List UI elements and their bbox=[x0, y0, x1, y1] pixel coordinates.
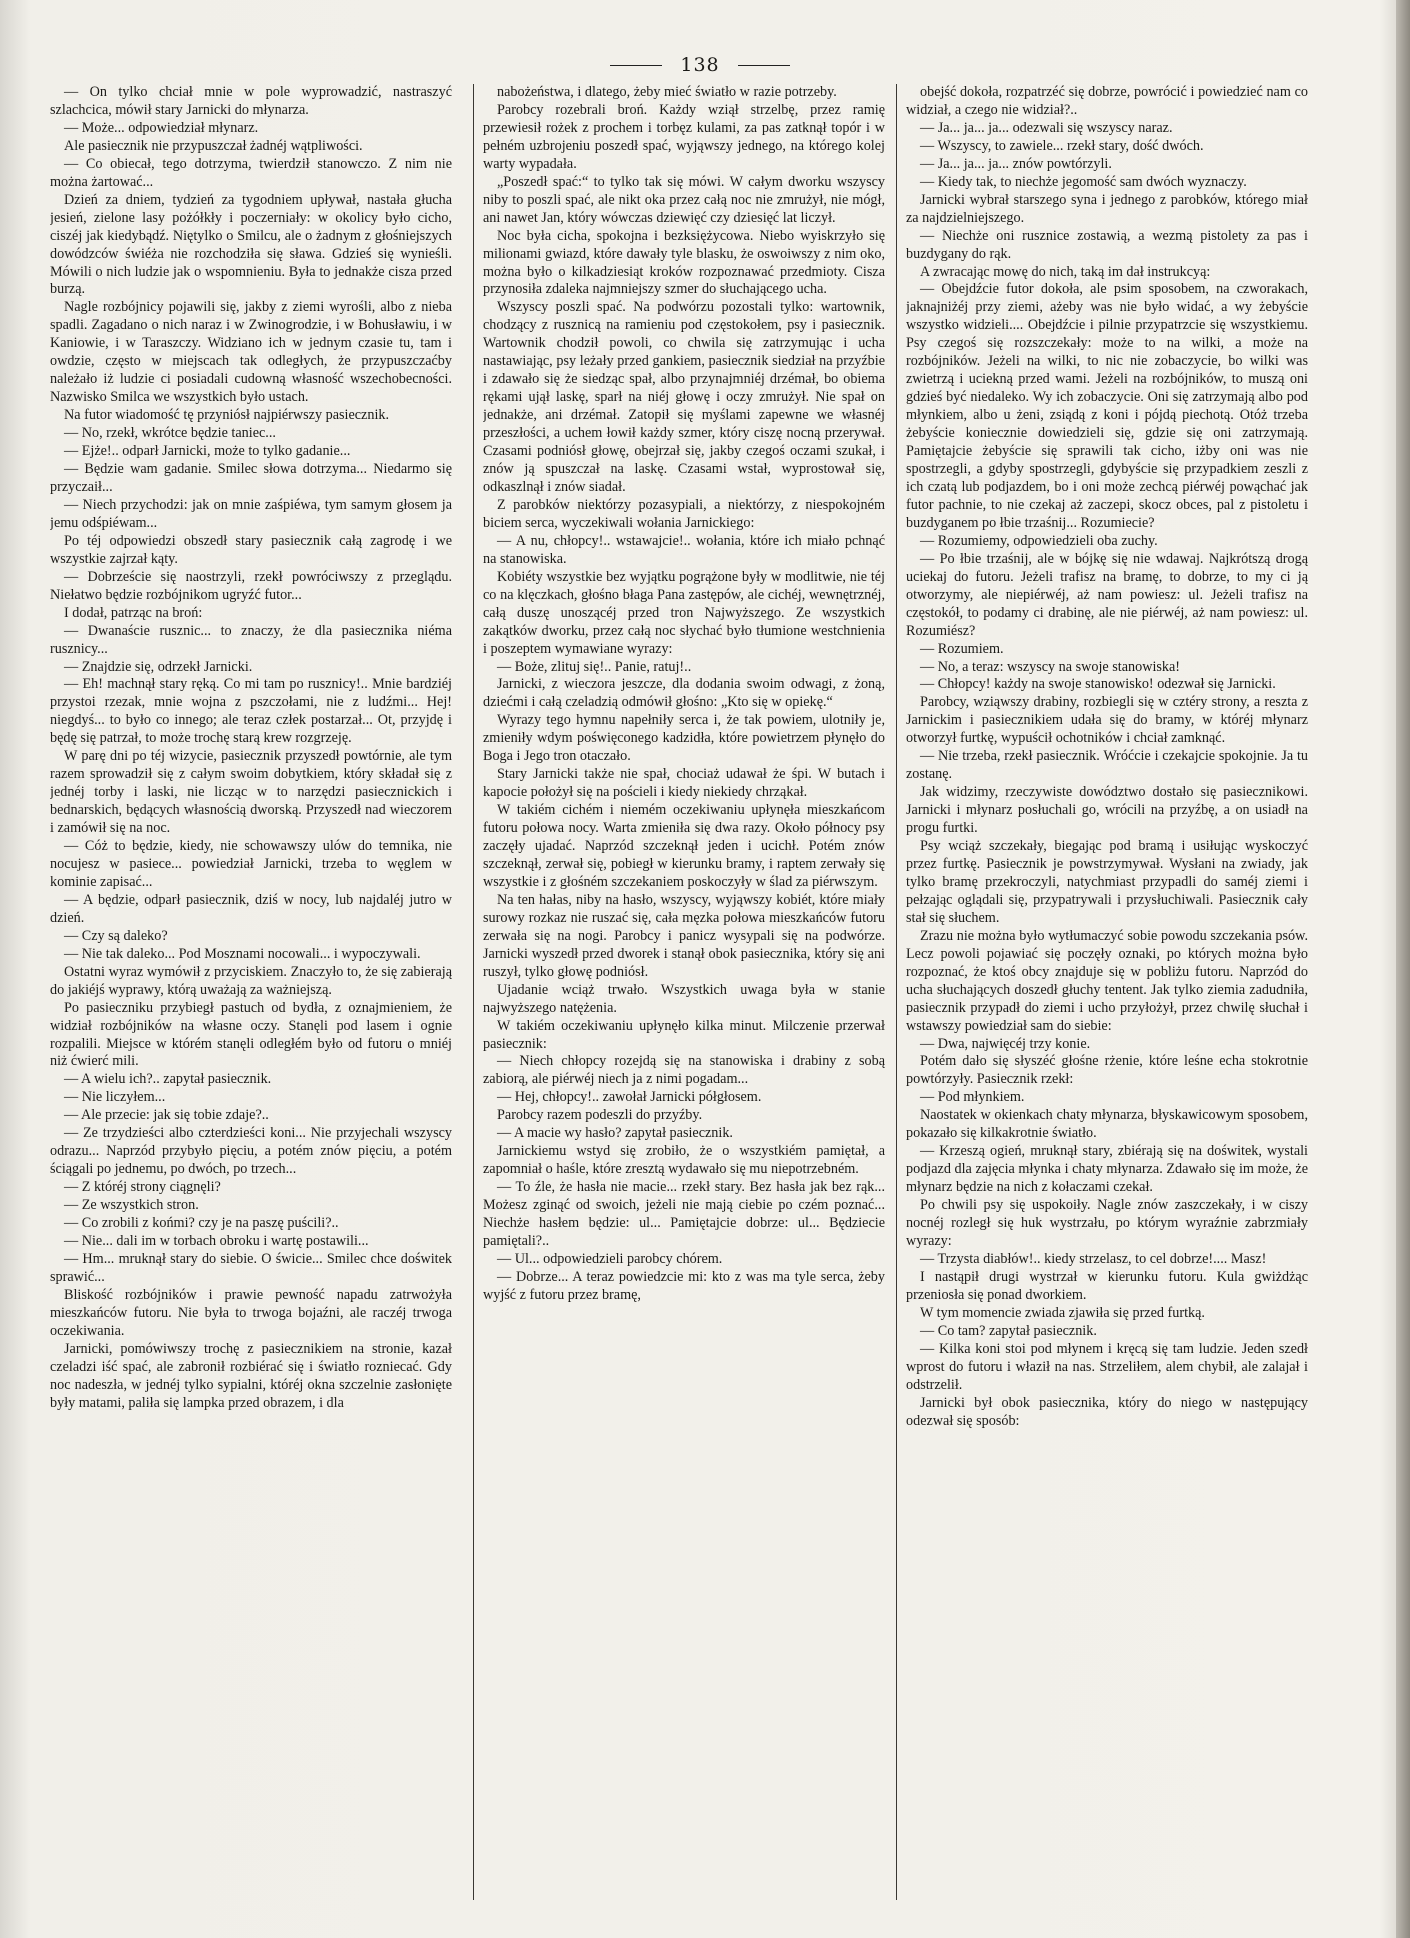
paragraph: Ostatni wyraz wymówił z przyciskiem. Znaczyło to, że się zabierają do jakiéjś wyprawy, którą uważają za ważniejszą. bbox=[50, 963, 452, 998]
paragraph: — No, a teraz: wszyscy na swoje stanowiska! bbox=[920, 658, 1181, 675]
header-rule-right bbox=[738, 65, 790, 66]
paragraph: Psy wciąż szczekały, biegając pod bramą i usiłując wyskoczyć przez furtkę. Pasiecznik je powstrzymywał. Wysłani na zwiady, jak tylko bramę przekroczyli, natychmiast przypadli do saméj ziemi i pełzając oglądali się, przypatrywali i przysłuchiwali. Pasiecznik cały stał się słuchem. bbox=[906, 838, 1308, 926]
paragraph: — Obejdźcie futor dokoła, ale psim sposobem, na czworakach, jaknajniżéj przy ziemi, ażeby was nie było widać, a wy żebyście wszystko widzieli.... Obejdźcie i pilnie przypatrzcie się wszystkiemu. Psy czegoś się rozszczekały: może to na wilki, a może na rozbójników. Jeżeli na wilki, to nic nie zobaczycie, bo wilki was zwietrzą i uciekną przed wami. Jeżeli na rozbójników, to muszą oni gdzieś być niedaleko. Wy ich zobaczycie. Oni się zatrzymają albo pod młynkiem, albo u żeni, zsiądą z koni i pójdą piechotą. Otóż trzeba żebyście koniecznie dowiedzieli się, gdzie się oni zatrzymają. Pamiętajcie żebyście się sprawili tak cicho, iżby oni was nie spostrzegli, a gdyby spostrzegli, gdybyście się przypadkiem zeszli z ich czatą lub podjazdem, bo i oni może zechcą piérwéj powąchać jak futor pachnie, to nie czekaj aż zaczepi, skocz obces, pal z pistoletu i buzdyganem po łbie trzaśnij... Rozumiecie? bbox=[906, 281, 1308, 531]
paragraph: I dodał, patrząc na broń: bbox=[64, 604, 203, 621]
paragraph: Wszyscy poszli spać. Na podwórzu pozostali tylko: wartownik, chodzący z rusznicą na ramieniu pod częstokołem, psy i pasiecznik. Wartownik chodził powoli, co chwila się zatrzymując i ucha nastawiając, psy leżały przed gankiem, pasiecznik siedział na przyźbie i zdawało się że siedząc spał, albo przynajmniéj drzémał, bo obiema rękami ujął laskę, sparł na niéj głowę i oczy zmrużył. Nie spał on jednakże, ani drzémał. Zatopił się myślami zapewne we własnéj przeszłości, a uchem łowił każdy szmer, który ciszę nocną przerywał. Czasami podniósł głowę, obejrzał się, jakby czegoś oczami szukał, i znów ją spuszczał na laskę. Czasami wstał, wyprostował się, odkaszlnął i znów siadał. bbox=[483, 299, 885, 495]
column-separator-1 bbox=[473, 84, 474, 1900]
paragraph: — Będzie wam gadanie. Smilec słowa dotrzyma... Niedarmo się przyczaił... bbox=[50, 461, 452, 495]
paragraph: Noc była cicha, spokojna i bezksiężycowa. Niebo wyiskrzyło się milionami gwiazd, które dawały tyle blasku, że oswoiwszy z nim oko, można było o kilkadziesiąt kroków rozpoznawać przedmioty. Cisza przynosiła zdaleka najmniejszy szmer do słuchającego ucha. bbox=[483, 227, 885, 298]
paragraph: Jarnicki, pomówiwszy trochę z pasiecznikiem na stronie, kazał czeladzi iść spać, ale zabronił rozbiérać się i światło rozniecać. Gdy noc nadeszła, w jednéj tylko sypialni, któréj okna szczelnie zasłonięte były matami, paliła się lampka przed obrazem, i dla bbox=[50, 1340, 452, 1411]
paragraph: — A macie wy hasło? zapytał pasiecznik. bbox=[497, 1125, 733, 1142]
paragraph: W takiém oczekiwaniu upłynęło kilka minut. Milczenie przerwał pasiecznik: bbox=[483, 1017, 885, 1052]
paragraph: Ujadanie wciąż trwało. Wszystkich uwaga była w stanie najwyższego natężenia. bbox=[483, 981, 885, 1016]
paragraph: Jarnicki, z wieczora jeszcze, dla dodania swoim odwagi, z żoną, dziećmi i całą czeladzią odmówił głośno: „Kto się w opiekę.“ bbox=[483, 676, 885, 711]
paragraph: Jak widzimy, rzeczywiste dowództwo dostało się pasiecznikowi. Jarnicki i młynarz posłuchali go, wrócili na przyźbę, a on usiadł na progu furtki. bbox=[906, 784, 1308, 837]
paragraph: — Co tam? zapytał pasiecznik. bbox=[920, 1322, 1097, 1339]
paragraph: — A nu, chłopcy!.. wstawajcie!.. wołania, które ich miało pchnąć na stanowiska. bbox=[483, 532, 885, 567]
paragraph: — Dwa, najwięcéj trzy konie. bbox=[920, 1035, 1091, 1052]
paragraph: Po chwili psy się uspokoiły. Nagle znów zaszczekały, i w ciszy nocnéj rozległ się huk wystrzału, po którym wyraźnie zabrzmiały wyrazy: bbox=[906, 1197, 1308, 1249]
paragraph: — Co zrobili z końmi? czy je na paszę puścili?.. bbox=[64, 1215, 339, 1232]
paragraph: — Dobrzeście się naostrzyli, rzekł powróciwszy z przeglądu. Niełatwo będzie rozbójnikom ugryźć futor... bbox=[50, 568, 452, 603]
page-number: 138 bbox=[680, 54, 720, 76]
paragraph: Po téj odpowiedzi obszedł stary pasiecznik całą zagrodę i we wszystkie zajrzał kąty. bbox=[50, 532, 452, 567]
paragraph: — Niech przychodzi: jak on mnie zaśpiéwa, tym samym głosem ja jemu odśpiéwam... bbox=[50, 496, 452, 531]
paragraph: Jarnicki był obok pasiecznika, który do niego w następujący odezwał się sposób: bbox=[906, 1394, 1308, 1429]
paragraph: Kobiéty wszystkie bez wyjątku pogrążone były w modlitwie, nie téj co na klęczkach, głośno błaga Pana zastępów, ale cichéj, wewnętrznéj, całą duszę unoszącéj przed tron Najwyższego. Ze wszystkich zakątków dworku, przez całą noc słychać było tłumione westchnienia i poszeptem wymawiane wyrazy: bbox=[483, 568, 885, 657]
paragraph: Nagle rozbójnicy pojawili się, jakby z ziemi wyrośli, albo z nieba spadli. Zagadano o nich naraz i w Zwinogrodzie, i w Bohusławiu, i w Kaniowie, i w Taraszczy. Widziano ich w jednym czasie tu, tam i owdzie, często w miejscach tak odległych, że przypuszczaćby należało iż ludzie ci posiadali cudowną własność wszechobecności. Nazwisko Smilca we wszystkich było ustach. bbox=[50, 299, 452, 406]
header-rule-left bbox=[610, 65, 662, 66]
paragraph: I nastąpił drugi wystrzał w kierunku futoru. Kula gwiżdżąc przeniosła się ponad dworkiem. bbox=[906, 1268, 1308, 1303]
paragraph: Ale pasiecznik nie przypuszczał żadnéj wątpliwości. bbox=[64, 137, 363, 154]
paragraph: — Krzeszą ogień, mruknął stary, zbiérają się na doświtek, wystali podjazd dla zajęcia młynka i chaty młynarza. Zdawało się im może, że młynarz będzie na nich z kołaczami czekał. bbox=[906, 1143, 1308, 1196]
column-separator-2 bbox=[896, 84, 897, 1900]
paragraph: Dzień za dniem, tydzień za tygodniem upływał, nastała głucha jesień, zielone lasy pożółkły i poczerniały: w okolicy było cicho, ciszéj jak kiedybądź. Niętylko o Smilcu, ale o żadnym z głośniejszych dowódzców świéża nie rozchodziła się sława. Gdzieś się wynieśli. Mówili o nich ludzie jak o wspomnieniu. Była to jednakże cisza przed burzą. bbox=[50, 191, 452, 298]
paragraph: — Znajdzie się, odrzekł Jarnicki. bbox=[64, 658, 253, 675]
paragraph: Z parobków niektórzy pozasypiali, a niektórzy, z niespokojném biciem serca, wyczekiwali wołania Jarnickiego: bbox=[483, 496, 885, 531]
paragraph: W takiém cichém i niemém oczekiwaniu upłynęła mieszkańcom futoru połowa nocy. Warta zmieniła się dwa razy. Około północy psy zaczęły ujadać. Naprzód szczeknął jeden i ucichł. Potém znów szczeknął, zerwał się, pobiegł w kierunku bramy, i raptem zerwały się wszystkie i z głośném szczekaniem poskoczyły w ślad za piérwszym. bbox=[483, 802, 885, 890]
paragraph: Parobcy razem podeszli do przyźby. bbox=[497, 1107, 703, 1124]
paragraph: Na ten hałas, niby na hasło, wszyscy, wyjąwszy kobiét, które miały surowy rozkaz nie ruszać się, cała męzka połowa mieszkańców futoru zerwała się na nogi. Parobcy i panicz wysypali się na podwórze. Jarnicki wyszedł przed dworek i stanął obok pasiecznika, który się ani ruszył, tylko głowę podniósł. bbox=[483, 891, 885, 980]
paragraph: „Poszedł spać:“ to tylko tak się mówi. W całym dworku wszyscy niby to poszli spać, ale nikt oka przez całą noc nie zmrużył, nie mógł, ani nawet Jan, który wówczas dziewięć czy dziesięć lat liczył. bbox=[483, 173, 885, 226]
paragraph: — Ul... odpowiedzieli parobcy chórem. bbox=[497, 1250, 723, 1267]
paragraph: — Nie trzeba, rzekł pasiecznik. Wróćcie i czekajcie spokojnie. Ja tu zostanę. bbox=[906, 748, 1308, 783]
paragraph: — Niechże oni rusznice zostawią, a wezmą pistolety za pas i buzdygany do rąk. bbox=[906, 227, 1308, 262]
paragraph: A zwracając mowę do nich, taką im dał instrukcyą: bbox=[920, 263, 1211, 280]
paragraph: — Dobrze... A teraz powiedzcie mi: kto z was ma tyle serca, żeby wyjść z futoru przez bramę, bbox=[483, 1268, 885, 1303]
paragraph: — Nie tak daleko... Pod Mosznami nocowali... i wypoczywali. bbox=[64, 945, 421, 962]
text-column-2 bbox=[483, 84, 885, 1904]
paragraph: — Ale przecie: jak się tobie zdaje?.. bbox=[64, 1107, 269, 1124]
paragraph: — Trzysta diabłów!.. kiedy strzelasz, to cel dobrze!.... Masz! bbox=[920, 1250, 1267, 1267]
paragraph: — Ejże!.. odparł Jarnicki, może to tylko gadanie... bbox=[64, 443, 351, 460]
paragraph: Bliskość rozbójników i prawie pewność napadu zatrwożyła mieszkańców futoru. Nie była to trwoga bojaźni, ale raczéj trwoga oczekiwania. bbox=[50, 1286, 452, 1339]
paragraph: — Nie liczyłem... bbox=[64, 1089, 166, 1106]
paragraph: — Po łbie trzaśnij, ale w bójkę się nie wdawaj. Najkrótszą drogą uciekaj do futoru. Jeżeli trafisz na bramę, to dobrze, to my ci ją otworzymy, ale niepiérwéj, aż nam powiesz: ul. Jeżeli trafisz na częstokół, to podamy ci drabinę, ale nie piérwéj, aż nam powiesz: ul. Rozumiész? bbox=[906, 550, 1308, 639]
paragraph: — Niech chłopcy rozejdą się na stanowiska i drabiny z sobą zabiorą, ale piérwéj niech ja z nimi pogadam... bbox=[483, 1053, 885, 1088]
paragraph: — Nie... dali im w torbach obroku i wartę postawili... bbox=[64, 1233, 369, 1249]
paragraph: — Kilka koni stoi pod młynem i kręcą się tam ludzie. Jeden szedł wprost do futoru i właził na nas. Strzeliłem, alem chybił, ale zalajał i odstrzelił. bbox=[906, 1340, 1308, 1393]
paragraph: — Chłopcy! każdy na swoje stanowisko! odezwał się Jarnicki. bbox=[920, 676, 1276, 693]
paragraph: Jarnicki wybrał starszego syna i jednego z parobków, którego miał za najdzielniejszego. bbox=[906, 191, 1308, 226]
paragraph: — Dwanaście rusznic... to znaczy, że dla pasiecznika niéma rusznicy... bbox=[50, 622, 452, 657]
paragraph: — On tylko chciał mnie w pole wyprowadzić, nastraszyć szlachcica, mówił stary Jarnicki do młynarza. bbox=[50, 84, 452, 118]
paragraph: — Może... odpowiedział młynarz. bbox=[64, 119, 259, 136]
paragraph: — To źle, że hasła nie macie... rzekł stary. Bez hasła jak bez rąk... Możesz zginąć od swoich, jeżeli nie mają ciebie po czém poznać... Niechże hasłem będzie: ul... Pamiętajcie dobrze: ul... Będziecie pamiętali?.. bbox=[483, 1179, 885, 1249]
paragraph: — Boże, zlituj się!.. Panie, ratuj!.. bbox=[497, 658, 692, 675]
paragraph: — Rozumiemy, odpowiedzieli oba zuchy. bbox=[920, 532, 1158, 549]
paragraph: — Pod młynkiem. bbox=[920, 1089, 1025, 1106]
paragraph: — Co obiecał, tego dotrzyma, twierdził stanowczo. Z nim nie można żartować... bbox=[50, 155, 452, 190]
paragraph: Naostatek w okienkach chaty młynarza, błyskawicowym sposobem, pokazało się kilkakrotnie światło. bbox=[906, 1107, 1308, 1142]
paragraph: Wyrazy tego hymnu napełniły serca i, że tak powiem, ulotniły je, zmieniły wdym poświęconego kadzidła, które powietrzem płynęło do Boga i Jego tron otaczało. bbox=[483, 712, 885, 765]
paragraph: Parobcy, wziąwszy drabiny, rozbiegli się w cztéry strony, a reszta z Jarnickim i pasiecznikiem udała się do bramy, w któréj młynarz otworzył furtkę, wypuścił ochotników i chciał zamknąć. bbox=[906, 694, 1308, 747]
paragraph: W parę dni po téj wizycie, pasiecznik przyszedł powtórnie, ale tym razem sprowadził się z całym swoim dobytkiem, który składał się z jednéj torby i laski, nie licząc w to narzędzi pasiecznickich i bednarskich, będących własnością dworską. Przyszedł nad wieczorem i zamówił się na noc. bbox=[50, 748, 452, 837]
page-header bbox=[600, 50, 800, 80]
paragraph: obejść dokoła, rozpatrzéć się dobrze, powrócić i powiedzieć nam co widział, a czego nie widział?.. bbox=[906, 84, 1308, 118]
paragraph: Potém dało się słyszéć głośne rżenie, które leśne echa stokrotnie powtórzyły. Pasiecznik rzekł: bbox=[906, 1053, 1308, 1088]
text-column-3 bbox=[906, 84, 1308, 1904]
paragraph: Parobcy rozebrali broń. Każdy wziął strzelbę, przez ramię przewiesił rożek z prochem i torbęz kulami, za pas zatknął topór i w pełném uzbrojeniu poszedł spać, wyjąwszy jednego, na którego kolej warty wypadała. bbox=[483, 101, 885, 172]
paragraph: — Ja... ja... ja... znów powtórzyli. bbox=[920, 155, 1112, 172]
paragraph: — Z któréj strony ciągnęli? bbox=[64, 1179, 221, 1196]
paragraph: — Ze trzydzieści albo czterdzieści koni... Nie przyjechali wszyscy odrazu... Naprzód przybyło pięciu, a potém znów pięciu, a potém ściągali po jednemu, po dwóch, po trzech... bbox=[50, 1125, 452, 1178]
paragraph: — No, rzekł, wkrótce będzie taniec... bbox=[64, 425, 276, 442]
paragraph: Stary Jarnicki także nie spał, chociaż udawał że śpi. W butach i kapocie położył się na pościeli i kiedy niekiedy chrząkał. bbox=[483, 766, 885, 801]
text-column-1 bbox=[50, 84, 452, 1904]
paragraph: Na futor wiadomość tę przyniósł najpiérwszy pasiecznik. bbox=[64, 407, 390, 424]
paragraph: Zrazu nie można było wytłumaczyć sobie powodu szczekania psów. Lecz powoli pojawiać się poczęły oznaki, po których można było rozpoznać, że ktoś obcy znajduje się w pobliżu futoru. Naprzód do ucha słuchających doszedł głuchy tentent. Jak tylko ziemia zadudniła, pasiecznik przypadł do ziemi i ucho przyłożył, przez chwilę słuchał i wstawszy powiedział sam do siebie: bbox=[906, 927, 1308, 1034]
paragraph: — Ze wszystkich stron. bbox=[64, 1197, 199, 1214]
paragraph: — Eh! machnął stary ręką. Co mi tam po rusznicy!.. Mnie bardziéj przystoi rzezak, mnie wojna z pszczołami, nie z ludźmi... Hej! niegdyś... to było co innego; ale teraz człek postarzał... Ot, przyjdę i będę się patrzał, to może trochę starą krew rozgrzeję. bbox=[50, 676, 452, 747]
paragraph: — Wszyscy, to zawiele... rzekł stary, dość dwóch. bbox=[920, 137, 1204, 154]
paragraph: — Hm... mruknął stary do siebie. O świcie... Smilec chce doświtek sprawić... bbox=[50, 1250, 452, 1285]
paragraph: — A będzie, odparł pasiecznik, dziś w nocy, lub najdaléj jutro w dzień. bbox=[50, 891, 452, 926]
paragraph: — Kiedy tak, to niechże jegomość sam dwóch wyznaczy. bbox=[920, 173, 1247, 190]
paragraph: — Rozumiem. bbox=[920, 640, 1004, 657]
paragraph: W tym momencie zwiada zjawiła się przed furtką. bbox=[920, 1304, 1205, 1321]
paragraph: — Czy są daleko? bbox=[64, 927, 168, 944]
paragraph: Po pasieczniku przybiegł pastuch od bydła, z oznajmieniem, że widział rozbójników na własne oczy. Stanęli pod lasem i ognie rozpalili. Miejsce w którém stanęli odległém było od futoru o mniéj niż ćwierć mili. bbox=[50, 999, 452, 1070]
paragraph: — Hej, chłopcy!.. zawołał Jarnicki półgłosem. bbox=[497, 1089, 762, 1106]
paragraph: — Cóż to będzie, kiedy, nie schowawszy ulów do temnika, nie nocujesz w pasiece... powiedział Jarnicki, trzeba to węglem w kominie zapisać... bbox=[50, 838, 452, 890]
paragraph: nabożeństwa, i dlatego, żeby mieć światło w razie potrzeby. bbox=[497, 84, 837, 100]
paragraph: — A wielu ich?.. zapytał pasiecznik. bbox=[64, 1071, 272, 1088]
page-edge-shadow bbox=[1396, 0, 1410, 1938]
paragraph: — Ja... ja... ja... odezwali się wszyscy naraz. bbox=[920, 119, 1173, 136]
paragraph: Jarnickiemu wstyd się zrobiło, że o wszystkiém pamiętał, a zapomniał o haśle, które zresztą wydawało się mu niepotrzebném. bbox=[483, 1143, 885, 1178]
